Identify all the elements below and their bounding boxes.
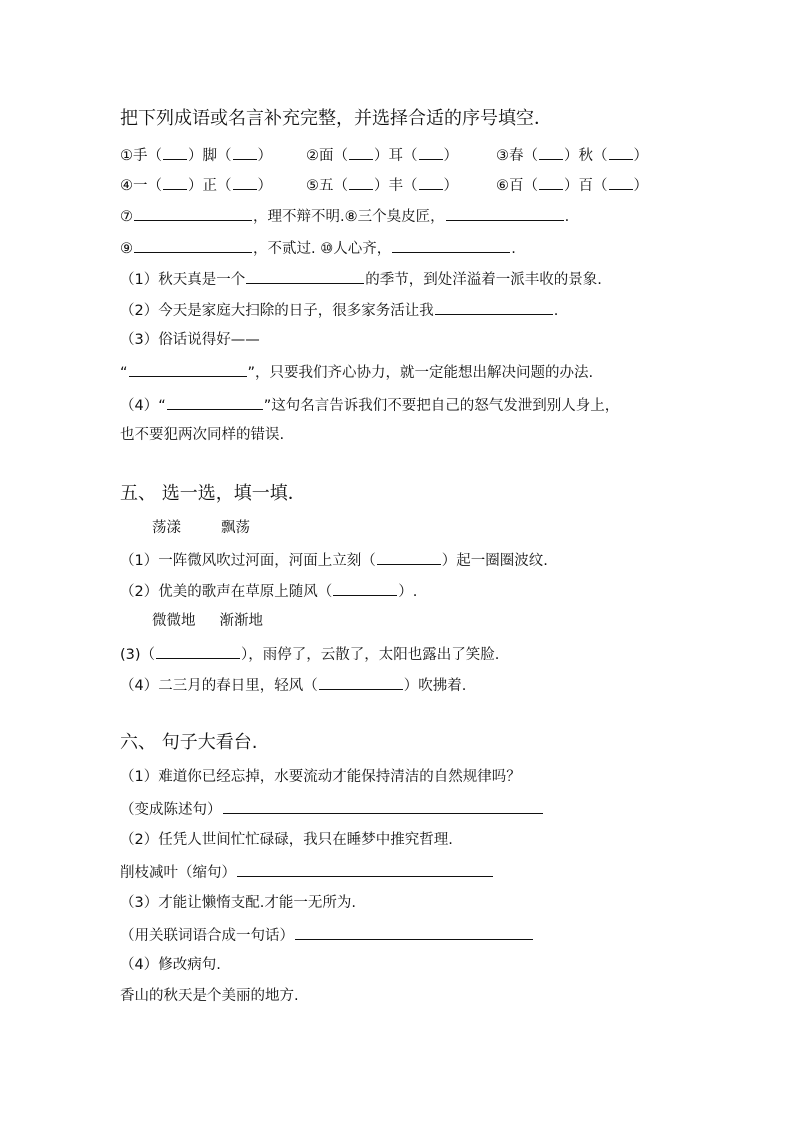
idiom-6-post: ） — [633, 178, 648, 194]
saying-7-blank[interactable] — [134, 205, 252, 221]
s6-q1-answer-line[interactable] — [223, 798, 543, 814]
idiom-1-post: ） — [257, 148, 272, 164]
saying-9-text: ，不贰过. ⑩人心齐， — [253, 241, 392, 257]
idiom-5-pre: ⑤五（ — [306, 178, 348, 194]
s5-q3-blank[interactable] — [156, 643, 240, 659]
idiom-2-blank-a[interactable] — [349, 144, 373, 160]
s4-question-2 — [120, 299, 558, 319]
s6-question-4-sentence: 香山的秋天是个美丽的地方. — [120, 988, 299, 1004]
idiom-5-blank-a[interactable] — [349, 174, 373, 190]
s4-question-1 — [120, 268, 602, 288]
saying-10-end: . — [511, 241, 516, 257]
s5-question-2 — [120, 580, 417, 600]
idiom-3-blank-a[interactable] — [539, 144, 563, 160]
idiom-2-pre: ②面（ — [306, 148, 348, 164]
s4-q2-text-a: （2）今天是家庭大扫除的日子，很多家务活让我 — [120, 303, 434, 319]
s6-q3-answer-line[interactable] — [295, 924, 533, 940]
s5-q4-text-b: ）吹拂着. — [403, 678, 467, 694]
idiom-2-mid: ）耳（ — [374, 148, 418, 164]
s4-q4-text-b: ”这句名言告诉我们不要把自己的怒气发泄到别人身上， — [263, 398, 620, 414]
idiom-4-post: ） — [257, 178, 272, 194]
idiom-5-mid: ）丰（ — [374, 178, 418, 194]
saying-9-blank[interactable] — [134, 237, 252, 253]
s5-question-1 — [120, 549, 548, 569]
idiom-2-blank-b[interactable] — [419, 144, 443, 160]
idiom-5-blank-b[interactable] — [419, 174, 443, 190]
idiom-4-blank-a[interactable] — [163, 174, 187, 190]
s4-q1-blank[interactable] — [246, 268, 364, 284]
word-choice-c: 微微地 — [152, 613, 196, 629]
s4-q3-open-quote: “ — [120, 365, 128, 381]
s6-q2-instruction: 削枝减叶（缩句） — [120, 865, 236, 881]
idiom-2-post: ） — [443, 148, 458, 164]
s6-question-1-answer — [120, 798, 544, 818]
saying-10-blank[interactable] — [392, 237, 510, 253]
s5-q2-blank[interactable] — [333, 580, 397, 596]
section4-title: 把下列成语或名言补充完整，并选择合适的序号填空． — [120, 108, 552, 129]
idiom-3-mid: ）秋（ — [564, 148, 608, 164]
idiom-4-blank-b[interactable] — [233, 174, 257, 190]
idiom-1 — [120, 144, 272, 166]
idiom-3-post: ） — [633, 148, 648, 164]
idiom-3-blank-b[interactable] — [609, 144, 633, 160]
s6-question-2-answer — [120, 861, 494, 881]
idiom-1-pre: ①手（ — [120, 148, 162, 164]
word-choices-2 — [120, 611, 263, 631]
s4-question-3: （3）俗话说得好—— — [120, 332, 260, 348]
saying-7-8 — [120, 205, 569, 225]
idiom-1-blank-a[interactable] — [163, 144, 187, 160]
s5-question-4 — [120, 674, 466, 694]
s6-q3-instruction: （用关联词语合成一句话） — [120, 928, 294, 944]
idiom-1-blank-b[interactable] — [233, 144, 257, 160]
s4-q3-text: ”，只要我们齐心协力，就一定能想出解决问题的办法. — [247, 365, 594, 381]
word-choices-1 — [120, 518, 250, 538]
s5-q1-text-b: ）起一圈圈波纹. — [441, 553, 548, 569]
word-choice-b: 飘荡 — [221, 520, 250, 536]
word-choice-d: 渐渐地 — [219, 613, 263, 629]
s4-q2-text-b: . — [553, 303, 559, 319]
idiom-4 — [120, 174, 272, 196]
s5-q3-text-b: ），雨停了，云散了，太阳也露出了笑脸. — [241, 647, 500, 663]
idiom-3-pre: ③春（ — [496, 148, 538, 164]
section5-title: 五、 选一选，填一填． — [120, 483, 306, 504]
s5-q4-blank[interactable] — [319, 674, 403, 690]
s6-question-3-answer — [120, 924, 534, 944]
idiom-5 — [306, 174, 458, 196]
s4-question-4 — [120, 394, 619, 414]
s6-question-4: （4）修改病句. — [120, 957, 221, 973]
s5-q2-text-b: ）. — [398, 584, 418, 600]
idiom-6-blank-a[interactable] — [539, 174, 563, 190]
s6-q1-instruction: （变成陈述句） — [120, 802, 222, 818]
s4-q2-blank[interactable] — [435, 299, 553, 315]
s5-question-3 — [120, 643, 499, 663]
section6-title: 六、 句子大看台. — [120, 732, 258, 753]
s4-q1-text-b: 的季节，到处洋溢着一派丰收的景象. — [365, 272, 602, 288]
s5-q2-text-a: （2）优美的歌声在草原上随风（ — [120, 584, 333, 600]
saying-7-num: ⑦ — [120, 209, 133, 225]
s6-question-1: （1）难道你已经忘掉，水要流动才能保持清洁的自然规律吗？ — [120, 769, 521, 785]
s5-q4-text-a: （4）二三月的春日里，轻风（ — [120, 678, 318, 694]
s5-q3-text-a: (3)（ — [120, 647, 156, 663]
idiom-6-pre: ⑥百（ — [496, 178, 538, 194]
s4-question-4-cont: 也不要犯两次同样的错误. — [120, 427, 285, 443]
idiom-6 — [496, 174, 648, 196]
word-choice-a: 荡漾 — [152, 520, 181, 536]
saying-7-text: ，理不辩不明.⑧三个臭皮匠， — [253, 209, 445, 225]
saying-9-10 — [120, 237, 516, 257]
idiom-4-pre: ④一（ — [120, 178, 162, 194]
saying-8-end: . — [564, 209, 570, 225]
idiom-4-mid: ）正（ — [188, 178, 232, 194]
s4-q4-text-a: （4）“ — [120, 398, 166, 414]
s6-q2-answer-line[interactable] — [237, 861, 493, 877]
s5-q1-text-a: （1）一阵微风吹过河面，河面上立刻（ — [120, 553, 376, 569]
s4-question-3-answer — [120, 361, 593, 381]
s6-question-3: （3）才能让懒惰支配.才能一无所为. — [120, 895, 356, 911]
saying-8-blank[interactable] — [446, 205, 564, 221]
idiom-1-mid: ）脚（ — [188, 148, 232, 164]
idiom-5-post: ） — [443, 178, 458, 194]
s4-q3-blank[interactable] — [129, 361, 247, 377]
saying-9-num: ⑨ — [120, 241, 133, 257]
s4-q4-blank[interactable] — [167, 394, 263, 410]
idiom-6-blank-b[interactable] — [609, 174, 633, 190]
idiom-6-mid: ）百（ — [564, 178, 608, 194]
s6-question-2: （2）任凭人世间忙忙碌碌，我只在睡梦中推究哲理. — [120, 832, 453, 848]
idiom-3 — [496, 144, 648, 166]
s4-q1-text-a: （1）秋天真是一个 — [120, 272, 246, 288]
idiom-2 — [306, 144, 458, 166]
s5-q1-blank[interactable] — [377, 549, 441, 565]
